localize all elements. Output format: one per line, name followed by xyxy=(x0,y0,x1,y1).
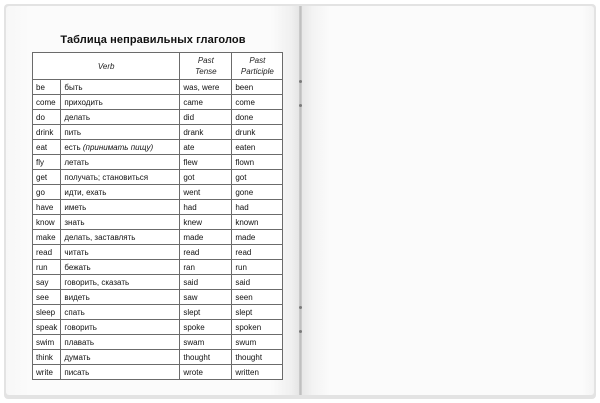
verb-russian xyxy=(61,170,180,185)
verb-russian-text: писать xyxy=(64,367,90,377)
verb-english: go xyxy=(33,185,61,200)
verb-english: do xyxy=(33,110,61,125)
verb-russian-text: получать; становиться xyxy=(64,172,149,182)
table-row xyxy=(33,155,283,170)
verb-russian-text: делать xyxy=(64,112,90,122)
verb-past-tense: ate xyxy=(180,140,232,155)
verb-english: come xyxy=(33,95,61,110)
verb-past-tense: drank xyxy=(180,125,232,140)
verb-past-participle: got xyxy=(232,170,283,185)
verb-past-tense: slept xyxy=(180,305,232,320)
verb-russian xyxy=(61,140,180,155)
header-past-tense-line1: Past xyxy=(197,56,214,65)
verb-russian-text: идти, ехать xyxy=(64,187,107,197)
verb-english: speak xyxy=(33,320,61,335)
table-row xyxy=(33,290,283,305)
verb-english: think xyxy=(33,350,61,365)
verb-past-participle: run xyxy=(232,260,283,275)
right-page xyxy=(301,6,594,395)
table-row xyxy=(33,230,283,245)
verb-russian-text: говорить xyxy=(64,322,97,332)
verb-russian xyxy=(61,260,180,275)
table-row xyxy=(33,260,283,275)
verb-past-tense: saw xyxy=(180,290,232,305)
verb-russian-note: (принимать пищу) xyxy=(82,142,154,152)
verb-english: sleep xyxy=(33,305,61,320)
table-row xyxy=(33,200,283,215)
table-row xyxy=(33,305,283,320)
verb-english: read xyxy=(33,245,61,260)
verb-russian xyxy=(61,320,180,335)
verb-russian xyxy=(61,350,180,365)
header-past-participle xyxy=(232,53,283,80)
verb-russian xyxy=(61,275,180,290)
verb-past-tense: flew xyxy=(180,155,232,170)
verb-past-participle: eaten xyxy=(232,140,283,155)
verb-past-tense: came xyxy=(180,95,232,110)
header-past-participle-line1: Past xyxy=(249,56,266,65)
verb-past-participle: known xyxy=(232,215,283,230)
table-header-row xyxy=(33,53,283,80)
page-title: Таблица неправильных глаголов xyxy=(60,34,246,46)
verb-english: write xyxy=(33,365,61,380)
verb-russian-text: делать, заставлять xyxy=(64,232,136,242)
verb-past-participle: written xyxy=(232,365,283,380)
verb-past-tense: knew xyxy=(180,215,232,230)
verb-russian-text: видеть xyxy=(64,292,90,302)
open-notebook xyxy=(4,4,596,399)
table-row xyxy=(33,245,283,260)
binding-hole xyxy=(299,306,302,309)
verb-past-participle: said xyxy=(232,275,283,290)
header-past-participle-line2: Participle xyxy=(240,67,274,76)
verb-russian xyxy=(61,155,180,170)
verb-russian-text: есть xyxy=(64,142,81,152)
verb-russian-text: приходить xyxy=(64,97,103,107)
verb-past-tense: read xyxy=(180,245,232,260)
verb-past-participle: spoken xyxy=(232,320,283,335)
verb-english: see xyxy=(33,290,61,305)
table-row xyxy=(33,140,283,155)
table-row xyxy=(33,215,283,230)
verb-past-tense: made xyxy=(180,230,232,245)
verb-past-participle: drunk xyxy=(232,125,283,140)
verb-russian-text: бежать xyxy=(64,262,91,272)
verb-past-tense: went xyxy=(180,185,232,200)
verb-english: have xyxy=(33,200,61,215)
verb-past-participle: flown xyxy=(232,155,283,170)
verb-russian-text: читать xyxy=(64,247,89,257)
header-verb: Verb xyxy=(33,53,180,80)
verb-russian xyxy=(61,80,180,95)
table-row xyxy=(33,365,283,380)
verb-russian-text: плавать xyxy=(64,337,95,347)
verb-past-participle: seen xyxy=(232,290,283,305)
verb-russian xyxy=(61,125,180,140)
verb-past-participle: swum xyxy=(232,335,283,350)
verb-russian xyxy=(61,110,180,125)
verb-russian xyxy=(61,245,180,260)
verb-past-tense: ran xyxy=(180,260,232,275)
verb-past-tense: swam xyxy=(180,335,232,350)
binding-hole xyxy=(299,330,302,333)
verb-past-participle: gone xyxy=(232,185,283,200)
table-row xyxy=(33,125,283,140)
header-past-tense xyxy=(180,53,232,80)
verb-russian-text: спать xyxy=(64,307,85,317)
verb-past-tense: wrote xyxy=(180,365,232,380)
table-row xyxy=(33,185,283,200)
left-page xyxy=(6,6,300,395)
verb-past-participle: come xyxy=(232,95,283,110)
table-row xyxy=(33,110,283,125)
verb-past-participle: done xyxy=(232,110,283,125)
verb-english: know xyxy=(33,215,61,230)
verb-russian-text: думать xyxy=(64,352,91,362)
verb-russian xyxy=(61,365,180,380)
verb-past-participle: made xyxy=(232,230,283,245)
verb-past-tense: did xyxy=(180,110,232,125)
verb-russian xyxy=(61,215,180,230)
table-row xyxy=(33,320,283,335)
verb-russian xyxy=(61,230,180,245)
verb-past-tense: said xyxy=(180,275,232,290)
verb-past-tense: spoke xyxy=(180,320,232,335)
table-row xyxy=(33,335,283,350)
verb-russian-text: иметь xyxy=(64,202,87,212)
verb-past-participle: read xyxy=(232,245,283,260)
table-row xyxy=(33,350,283,365)
verb-russian xyxy=(61,200,180,215)
verb-past-participle: slept xyxy=(232,305,283,320)
verb-english: swim xyxy=(33,335,61,350)
verb-past-tense: was, were xyxy=(180,80,232,95)
verb-russian-text: летать xyxy=(64,157,89,167)
verb-past-participle: been xyxy=(232,80,283,95)
table-row xyxy=(33,80,283,95)
verb-russian-text: знать xyxy=(64,217,85,227)
verb-russian xyxy=(61,305,180,320)
verb-past-participle: thought xyxy=(232,350,283,365)
verb-english: run xyxy=(33,260,61,275)
verb-english: eat xyxy=(33,140,61,155)
verb-past-tense: thought xyxy=(180,350,232,365)
verb-english: fly xyxy=(33,155,61,170)
verb-english: be xyxy=(33,80,61,95)
table-body xyxy=(33,80,283,380)
notebook-spine xyxy=(299,6,302,395)
verb-english: say xyxy=(33,275,61,290)
verb-past-tense: got xyxy=(180,170,232,185)
verb-russian xyxy=(61,95,180,110)
verb-russian-text: говорить, сказать xyxy=(64,277,130,287)
binding-hole xyxy=(299,80,302,83)
verb-russian xyxy=(61,335,180,350)
verb-past-tense: had xyxy=(180,200,232,215)
verb-russian-text: пить xyxy=(64,127,81,137)
irregular-verbs-table xyxy=(32,52,283,380)
verb-english: make xyxy=(33,230,61,245)
verb-english: get xyxy=(33,170,61,185)
verb-russian xyxy=(61,185,180,200)
binding-hole xyxy=(299,104,302,107)
header-past-tense-line2: Tense xyxy=(195,67,217,76)
verb-past-participle: had xyxy=(232,200,283,215)
table-row xyxy=(33,95,283,110)
verb-russian-text: быть xyxy=(64,82,83,92)
table-row xyxy=(33,170,283,185)
verb-english: drink xyxy=(33,125,61,140)
table-row xyxy=(33,275,283,290)
verb-russian xyxy=(61,290,180,305)
